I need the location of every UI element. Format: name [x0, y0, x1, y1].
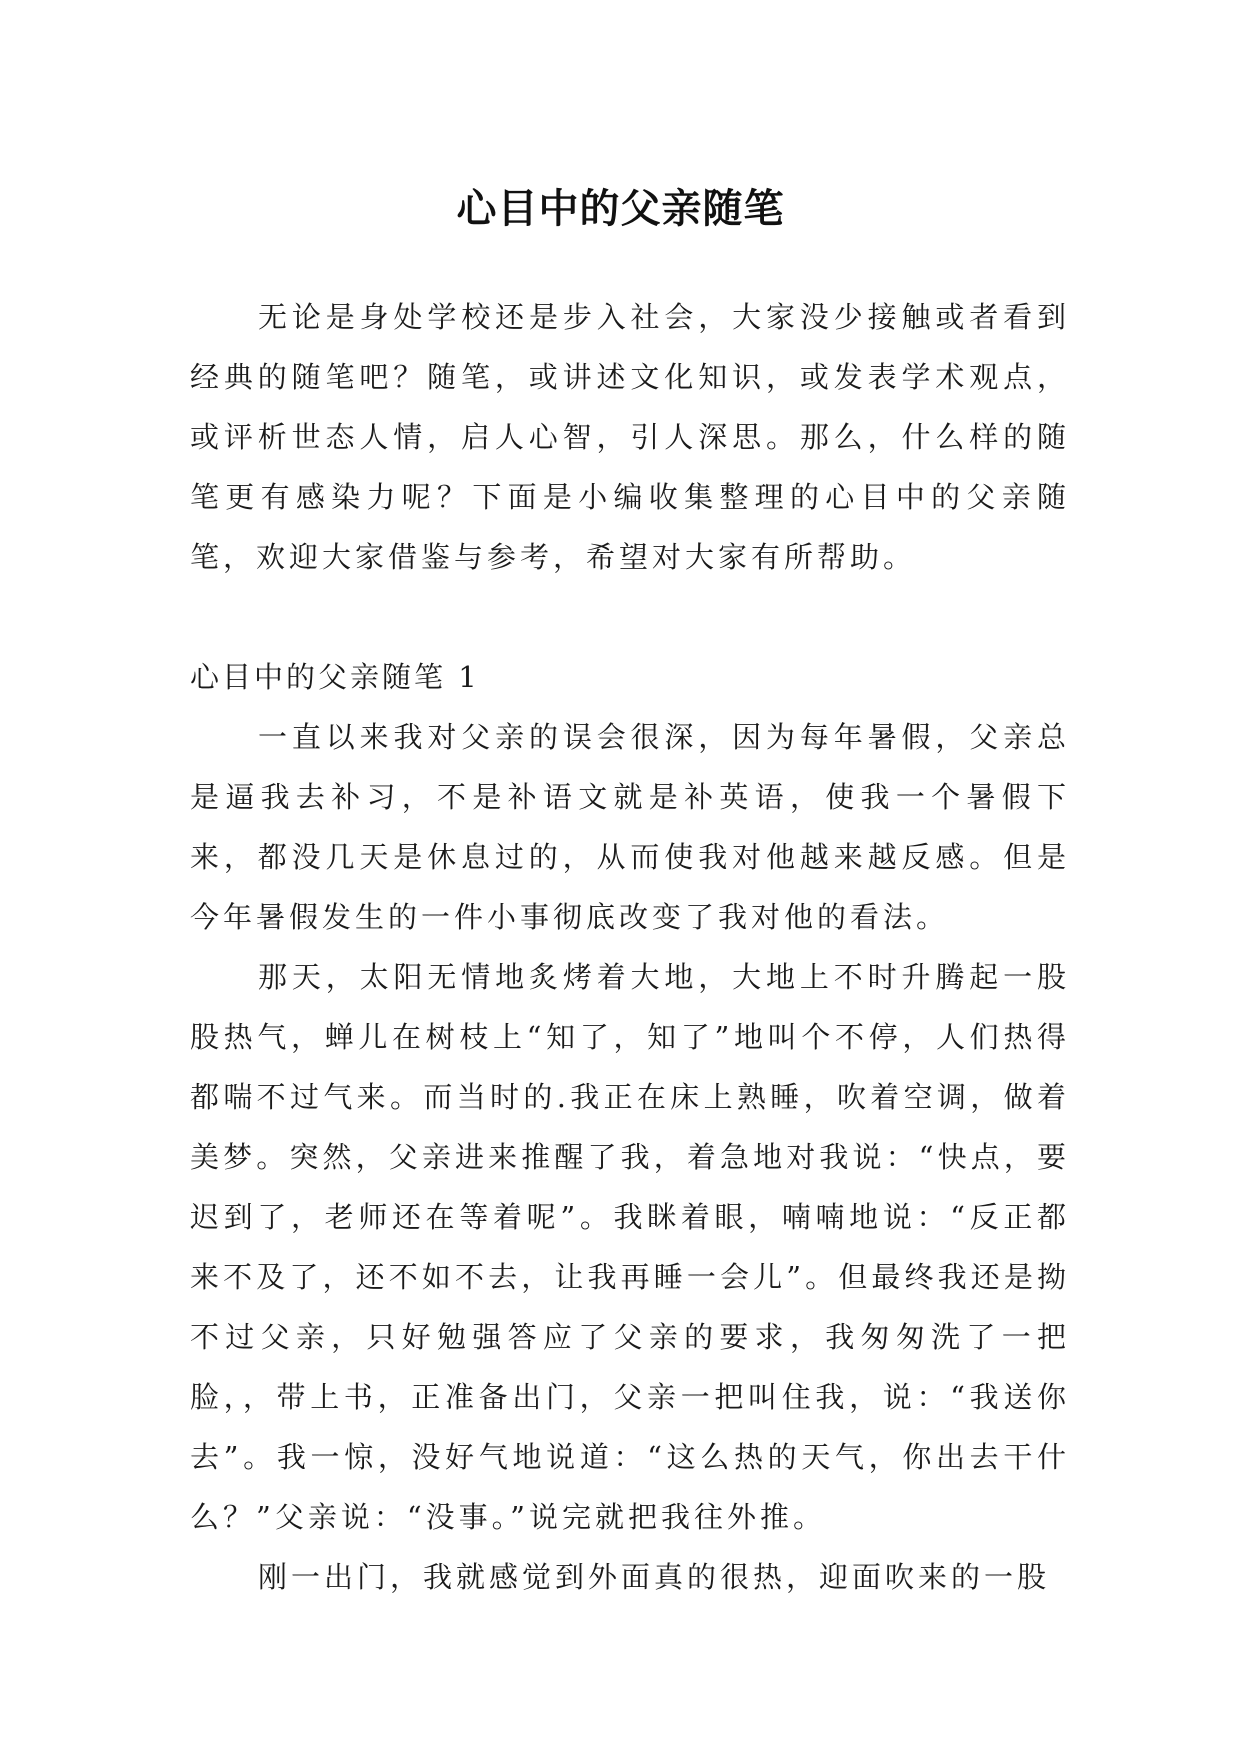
page-title: 心目中的父亲随笔 — [456, 185, 785, 232]
body-paragraph: 刚一出门，我就感觉到外面真的很热，迎面吹来的一股 — [258, 1560, 1051, 1594]
body-paragraph: 一直以来我对父亲的误会很深，因为每年暑假，父亲总是逼我去补习，不是补语文就是补英语，使我一个暑假下来，都没几天是休息过的，从而使我对他越来越反感。但是今年暑假发生的一件小事彻底改变了我对他的看法。 — [190, 720, 1070, 934]
document-body — [190, 287, 1070, 1607]
section-heading: 心目中的父亲随笔 1 — [190, 660, 480, 694]
body-paragraph: 那天，太阳无情地炙烤着大地，大地上不时升腾起一股股热气，蝉儿在树枝上“知了，知了”地叫个不停，人们热得都喘不过气来。而当时的.我正在床上熟睡，吹着空调，做着美梦。突然，父亲进来推醒了我，着急地对我说：“快点，要迟到了，老师还在等着呢”。我眯着眼，喃喃地说：“反正都来不及了，还不如不去，让我再睡一会儿”。但最终我还是拗不过父亲，只好勉强答应了父亲的要求，我匆匆洗了一把脸，，带上书，正准备出门，父亲一把叫住我，说：“我送你去”。我一惊，没好气地说道：“这么热的天气，你出去干什么？”父亲说：“没事。”说完就把我往外推。 — [190, 960, 1070, 1534]
intro-paragraph: 无论是身处学校还是步入社会，大家没少接触或者看到经典的随笔吧？随笔，或讲述文化知识，或发表学术观点，或评析世态人情，启人心智，引人深思。那么，什么样的随笔更有感染力呢？下面是小编收集整理的心目中的父亲随笔，欢迎大家借鉴与参考，希望对大家有所帮助。 — [190, 300, 1070, 574]
